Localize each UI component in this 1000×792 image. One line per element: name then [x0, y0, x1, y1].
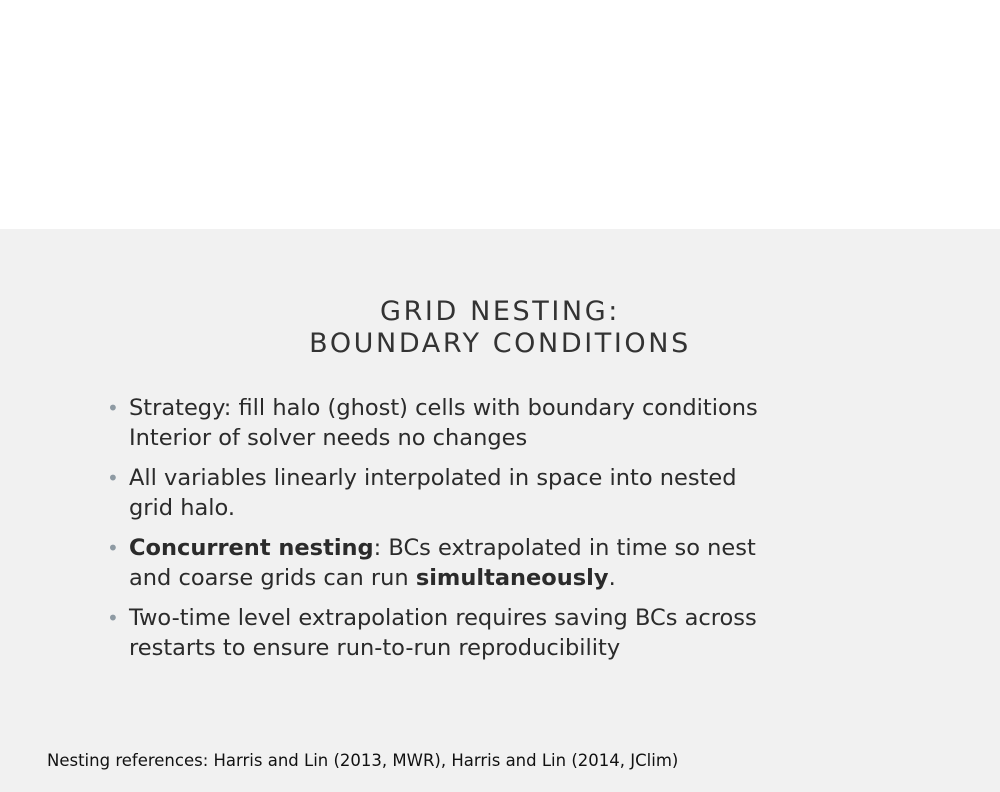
bullet-item: [107, 393, 847, 453]
bullet-dot-icon: •: [107, 536, 119, 560]
slide-title: [0, 296, 1000, 360]
bullet-3-line-1-rest: : BCs extrapolated in time so nest: [373, 535, 756, 561]
bullet-1-line-1: Strategy: fill halo (ghost) cells with boundary conditions: [129, 395, 758, 421]
bullet-3-line-2: [129, 563, 847, 593]
bullet-4-line-2: restarts to ensure run-to-run reproducibility: [129, 635, 621, 661]
bullet-list: [107, 393, 847, 673]
bullet-dot-icon: •: [107, 606, 119, 630]
bullet-3-emphasis: simultaneously: [415, 565, 609, 591]
bullet-item: [107, 603, 847, 663]
bullet-2-line-1: All variables linearly interpolated in space into nested: [129, 465, 737, 491]
bullet-item: [107, 463, 847, 523]
bullet-3-line-2-start: and coarse grids can run: [129, 565, 416, 591]
bullet-3-line-2-end: .: [608, 565, 616, 591]
bullet-3-bold-lead: Concurrent nesting: [129, 535, 374, 561]
title-line-2: BOUNDARY CONDITIONS: [309, 328, 691, 360]
bullet-3-line-1: [129, 533, 847, 563]
bullet-item: [107, 533, 847, 593]
bullet-4-line-1: Two-time level extrapolation requires saving BCs across: [129, 605, 757, 631]
bullet-2-line-2: grid halo.: [129, 495, 236, 521]
bullet-dot-icon: •: [107, 466, 119, 490]
title-line-1: GRID NESTING:: [380, 296, 620, 328]
bullet-dot-icon: •: [107, 396, 119, 420]
bullet-1-line-2: Interior of solver needs no changes: [129, 425, 528, 451]
references-footer: Nesting references: Harris and Lin (2013, MWR), Harris and Lin (2014, JClim): [47, 751, 679, 770]
